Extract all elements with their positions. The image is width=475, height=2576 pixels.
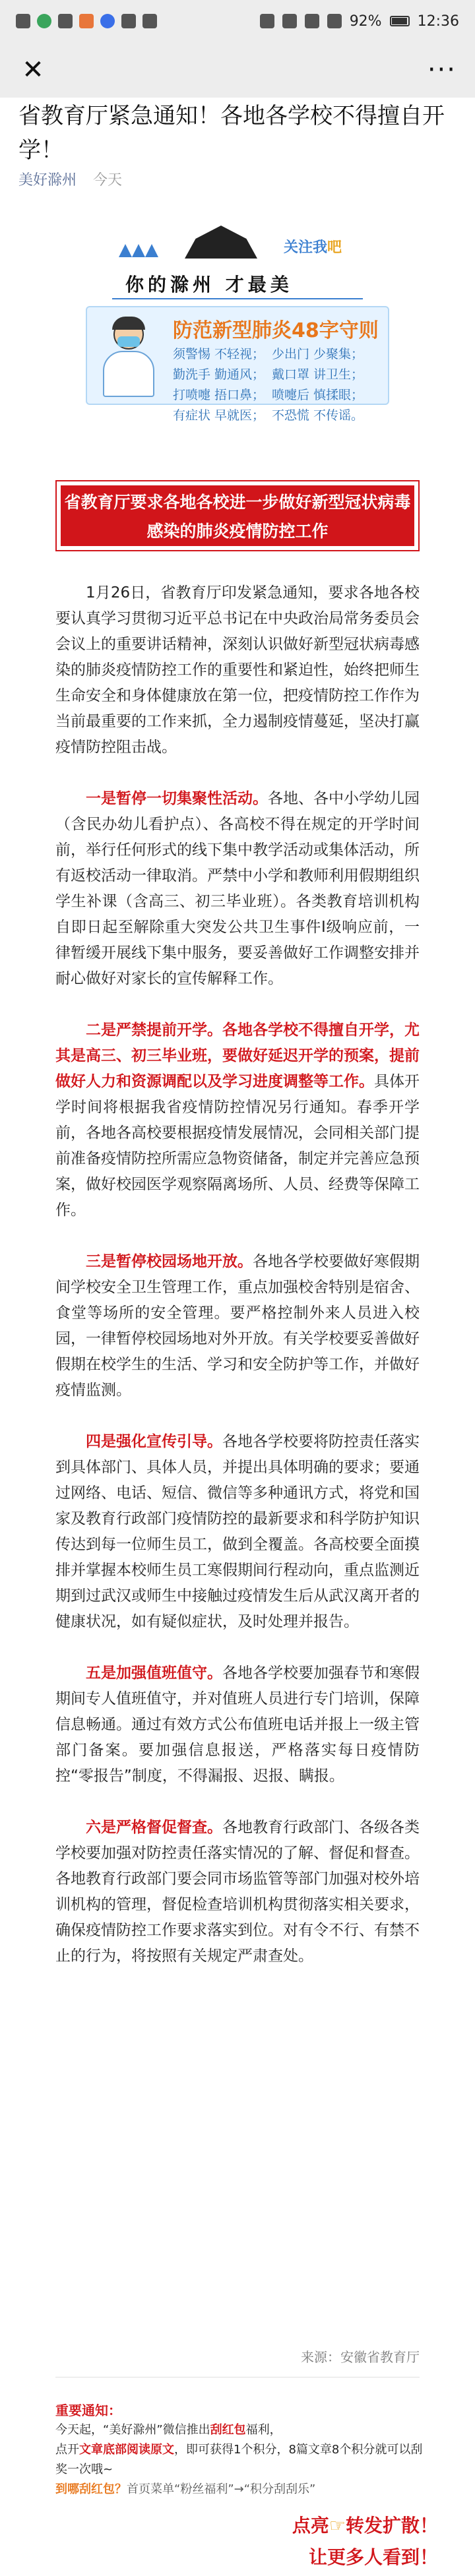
notice-block [55,2401,425,2499]
paragraph-intro: 1月26日，省教育厅印发紧急通知，要求各地各校要认真学习贯彻习近平总书记在中央政治局常务委员会会议上的重要讲话精神，深刻认识做好新型冠状病毒感染的肺炎疫情防控工作的重要性和紧迫性，始终把师生生命安全和身体健康放在第一位，把疫情防控工作作为当前最重要的工作来抓，全力遏制疫情蔓延，坚决打赢疫情防控阻击战。 [55,584,420,756]
weibo-icon [79,14,94,28]
notice-red-packet: 刮红包 [210,2423,246,2437]
chat-icon [58,14,73,28]
notice-line-2-tail: ，即可获得1个积分，8篇文章8个积分就可以刮奖一次哦~ [55,2443,423,2476]
paragraph-2 [55,1018,420,1223]
article-body [55,580,420,1995]
mask-icon [117,336,140,347]
paragraph-6 [55,1815,420,1969]
tip-item: 勤洗手 勤通风； [173,367,265,382]
paragraph-1 [55,786,420,992]
banner-divider [112,298,363,299]
tip-item: 须警惕 不轻视； [173,347,265,361]
cta-line-1 [292,2510,438,2542]
system-status [260,13,459,30]
cta-share: 转发扩散！ [345,2515,438,2536]
mute-icon [260,14,274,28]
nav-bar [0,42,475,98]
wifi-icon [305,14,319,28]
browser-icon [100,14,115,28]
doctor-coat [103,351,154,397]
notice-line-2-pre: 点开 [55,2443,79,2457]
paragraph-4-text: 各地各学校要将防控责任落实到具体部门、具体人员，并提出具体明确的要求；要通过网络、电话、短信、微信等多种通讯方式，将党和国家及教育行政部门疫情防控的最新要求和科学防护知识传达到每一位师生员工，做到全覆盖。各高校要全面摸排并掌握本校师生员工寒假期间行程动向，重点监测近期到过武汉或师生中接触过疫情发生后从武汉离开者的健康状况，如有疑似症状，及时处理并报告。 [55,1433,420,1630]
paragraph-5-highlight: 五是加强值班值守。 [86,1665,222,1682]
cta-line-2: 让更多人看到！ [308,2546,438,2568]
tree-icon [145,244,158,257]
publish-date: 今天 [93,172,123,189]
share-cta [292,2510,438,2573]
headline-text: 省教育厅要求各地各校进一步做好新型冠状病毒感染的肺炎疫情防控工作 [61,485,414,546]
tip-item: 有症状 早就医； [173,408,265,423]
alarm-icon [282,14,297,28]
cta-light-up: 点亮 [292,2515,329,2536]
notice-where-label: 到哪刮红包？ [55,2482,127,2496]
account-link[interactable]: 美好滁州 [18,172,77,189]
tip-item: 不恐慌 不传谣。 [272,408,364,423]
paragraph-4 [55,1429,420,1635]
paragraph-1-highlight: 一是暂停一切集聚性活动。 [86,790,268,807]
doctor-illustration [99,319,158,398]
paragraph-3-highlight: 三是暂停校园场地开放。 [86,1253,253,1270]
notification-icons [16,14,157,28]
paragraph-2-text: 具体开学时间将根据我省疫情防控情况另行通知。春季开学前，各地各高校要根据疫情发展情况，会同相关部门提前准备疫情防控所需应急物资储备，制定并完善应急预案，做好校园医学观察隔离场所、人员、经费等保障工作。 [55,1073,420,1219]
app-notification-icon [37,14,51,28]
article-meta [18,169,122,189]
status-bar [0,0,475,42]
follow-label [284,236,342,257]
doctor-hair [112,317,145,330]
notice-read-original: 文章底部阅读原文 [79,2443,174,2457]
paragraph-2-highlight: 二是严禁提前开学。各地各学校不得擅自开学，尤其是高三、初三毕业班，要做好延迟开学的预案，提前做好人力和资源调配以及学习进度调整等工作。 [55,1022,420,1090]
paragraph-5-text: 各地各学校要加强春节和寒假期间专人值班值守，并对值班人员进行专门培训，保障信息畅通。通过有效方式公布值班电话并报上一级主管部门备案。要加强信息报送，严格落实每日疫情防控“零报告”制度，不得漏报、迟报、瞒报。 [55,1665,420,1785]
signal-icon [327,14,342,28]
battery-percent: 92% [349,13,382,30]
paragraph-6-text: 各地教育行政部门、各级各类学校要加强对防控责任落实情况的了解、督促和督查。各地教育行政部门要会同市场监管等部门加强对校外培训机构的管理，督促检查培训机构贯彻落实相关要求，确保疫情防控工作要求落实到位。对有令不行、有禁不止的行为，将按照有关规定严肃查处。 [55,1819,420,1965]
tip-item: 打喷嚏 捂口鼻； [173,388,265,402]
notice-title: 重要通知： [55,2403,121,2418]
tips-list [173,344,371,423]
follow-suffix: 吧 [327,239,342,256]
tips-card [86,306,389,423]
more-options-button[interactable]: ··· [427,55,457,85]
article-source: 来源：安徽省教育厅 [301,2349,420,2365]
follow-text: 关注我 [284,239,328,256]
paragraph-3-text: 各地各学校要做好寒假期间学校安全卫生管理工作，重点加强校舍特别是宿舍、食堂等场所的安全管理。要严格控制外来人员进入校园，一律暂停校园场地对外开放。有关学校要妥善做好假期在校学生的生活、学习和安全防护等工作，并做好疫情监测。 [55,1253,420,1399]
headline-box [55,480,420,551]
tip-item: 喷嚏后 慎揉眼； [272,388,364,402]
close-button[interactable]: ✕ [22,55,44,85]
paragraph-3 [55,1249,420,1403]
banner-image [86,218,389,423]
pointing-hand-icon: ☞ [329,2515,346,2536]
banner-header [86,218,389,270]
article-title: 省教育厅紧急通知！各地各学校不得擅自开学！ [18,103,445,164]
tip-item: 戴口罩 讲卫生； [272,367,364,382]
tip-item: 少出门 少聚集； [272,347,364,361]
tree-icon [119,244,132,257]
notice-line-1-tail: 福利， [245,2423,282,2437]
pavilion-icon [185,226,257,259]
notice-line-1 [55,2420,425,2440]
paragraph-4-highlight: 四是强化宣传引导。 [86,1433,222,1450]
notice-line-1-text: 今天起，“美好滁州”微信推出 [55,2423,210,2437]
tips-title: 防范新型肺炎48字守则 [173,319,379,342]
paragraph-6-highlight: 六是严格督促督查。 [86,1819,222,1836]
notice-line-3 [55,2480,425,2499]
battery-icon [390,16,410,26]
app-icon [121,14,136,28]
paragraph-1-text: 各地、各中小学幼儿园（含民办幼儿看护点）、各高校不得在规定的开学时间前，举行任何形式的线下集中教学活动或集体活动，所有返校活动一律取消。严禁中小学和教师利用假期组织学生补课（含高三、初三毕业班）。各类教育培训机构自即日起至解除重大突发公共卫生事件I级响应前，一律暂缓开展线下集中服务，要妥善做好工作调整安排并耐心做好对家长的宣传解释工作。 [55,790,420,987]
paragraph-5 [55,1661,420,1789]
notice-line-3-tail: 首页菜单“粉丝福利”→“积分刮刮乐” [127,2482,316,2496]
banner-slogan: 你的滁州 才最美 [125,274,293,295]
clock: 12:36 [417,13,459,30]
notice-line-2 [55,2440,425,2480]
mail-icon [16,14,30,28]
tree-icon [132,244,145,257]
more-notifications-icon [142,14,157,28]
